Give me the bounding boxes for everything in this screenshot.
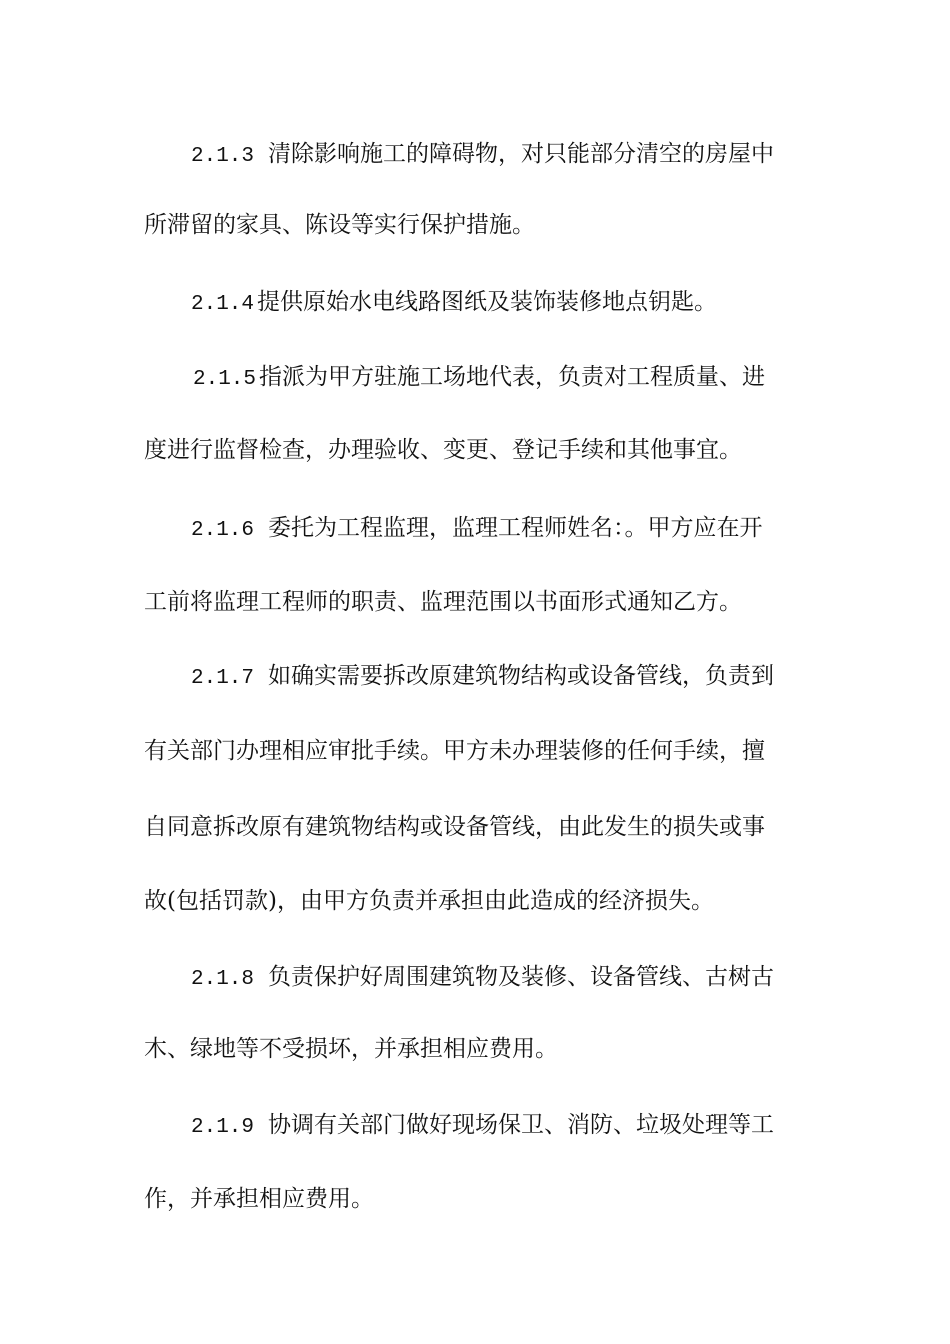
paragraph-text: 委托为工程监理，监理工程师姓名：。甲方应在开 [268, 515, 763, 541]
paragraph-2-1-7-line-4 [0, 884, 950, 918]
paragraph-2-1-3-line-1 [0, 137, 950, 171]
clause-number: 2.1.9 [191, 1116, 255, 1139]
paragraph-text: 故(包括罚款)，由甲方负责并承担由此造成的经济损失。 [144, 888, 714, 914]
paragraph-text: 协调有关部门做好现场保卫、消防、垃圾处理等工 [268, 1112, 775, 1138]
paragraph-2-1-8-line-1 [0, 960, 950, 994]
paragraph-2-1-3-line-2 [0, 208, 950, 242]
paragraph-2-1-7-line-2 [0, 734, 950, 768]
clause-number: 2.1.5 [193, 368, 257, 391]
clause-number: 2.1.3 [191, 145, 255, 168]
clause-number: 2.1.8 [191, 968, 255, 991]
paragraph-text: 如确实需要拆改原建筑物结构或设备管线，负责到 [268, 663, 775, 689]
paragraph-2-1-5-line-1 [0, 360, 950, 394]
paragraph-2-1-6-line-1 [0, 511, 950, 545]
paragraph-text: 木、绿地等不受损坏，并承担相应费用。 [144, 1036, 558, 1062]
paragraph-2-1-6-line-2 [0, 585, 950, 619]
paragraph-2-1-7-line-3 [0, 810, 950, 844]
paragraph-2-1-7-line-1 [0, 659, 950, 693]
paragraph-2-1-9-line-1 [0, 1108, 950, 1142]
paragraph-2-1-9-line-2 [0, 1182, 950, 1216]
paragraph-text: 有关部门办理相应审批手续。甲方未办理装修的任何手续，擅 [144, 738, 765, 764]
paragraph-text: 提供原始水电线路图纸及装饰装修地点钥匙。 [257, 289, 718, 315]
paragraph-text: 自同意拆改原有建筑物结构或设备管线，由此发生的损失或事 [144, 814, 765, 840]
paragraph-2-1-8-line-2 [0, 1032, 950, 1066]
paragraph-text: 工前将监理工程师的职责、监理范围以书面形式通知乙方。 [144, 589, 742, 615]
paragraph-text: 度进行监督检查，办理验收、变更、登记手续和其他事宜。 [144, 437, 742, 463]
paragraph-text: 清除影响施工的障碍物，对只能部分清空的房屋中 [268, 141, 775, 167]
clause-number: 2.1.6 [191, 519, 255, 542]
paragraph-2-1-5-line-2 [0, 433, 950, 467]
paragraph-text: 指派为甲方驻施工场地代表，负责对工程质量、进 [259, 364, 766, 390]
clause-number: 2.1.7 [191, 667, 255, 690]
paragraph-text: 负责保护好周围建筑物及装修、设备管线、古树古 [268, 964, 775, 990]
paragraph-text: 作，并承担相应费用。 [144, 1186, 374, 1212]
paragraph-text: 所滞留的家具、陈设等实行保护措施。 [144, 212, 535, 238]
clause-number: 2.1.4 [191, 293, 255, 316]
paragraph-2-1-4-line-1 [0, 285, 950, 319]
